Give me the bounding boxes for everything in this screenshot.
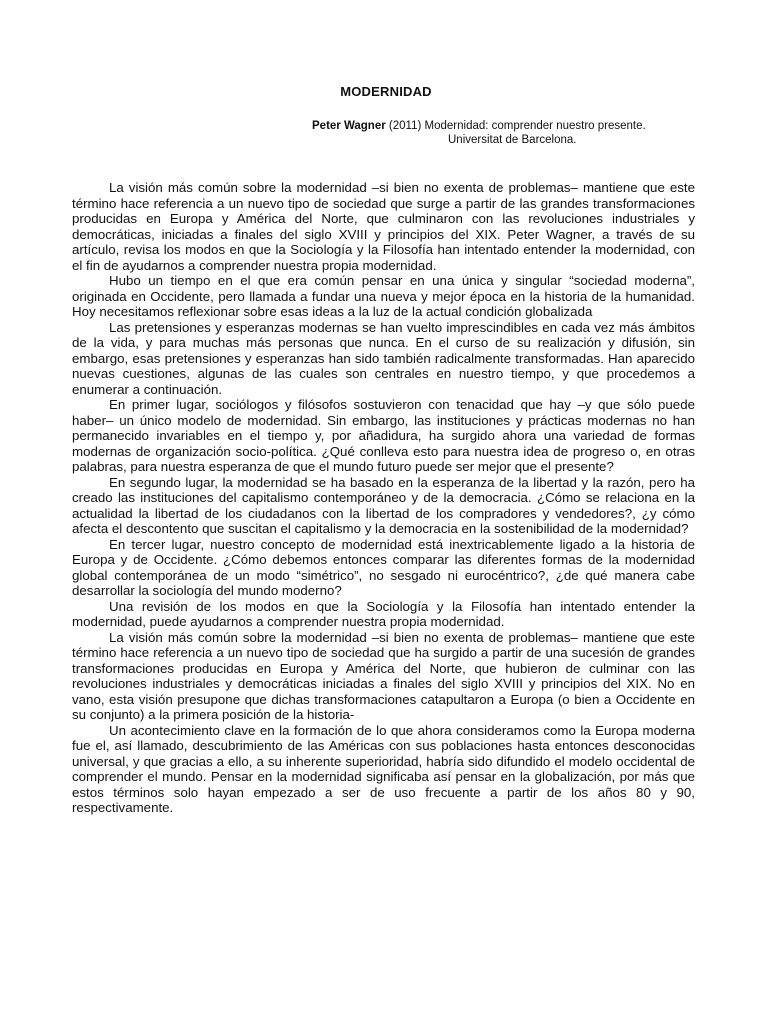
- citation-publisher: Universitat de Barcelona.: [448, 134, 577, 146]
- paragraph-4: En primer lugar, sociólogos y filósofos sostuvieron con tenacidad que hay –y que sólo puede haber– un único modelo de modernidad. Sin embargo, las instituciones y prácticas modernas no han permanecido invariables en el tiempo y, por añadidura, ha surgido ahora una variedad de formas modernas de organización socio-política. ¿Qué conlleva esto para nuestra idea de progreso o, en otras palabras, para nuestra esperanza de que el mundo futuro puede ser mejor que el presente?: [72, 397, 695, 474]
- paragraph-7: Una revisión de los modos en que la Sociología y la Filosofía han intentado entender la modernidad, puede ayudarnos a comprender nuestra propia modernidad.: [72, 598, 695, 629]
- paragraph-1: La visión más común sobre la modernidad –si bien no exenta de problemas– mantiene que este término hace referencia a un nuevo tipo de sociedad que surge a partir de las grandes transformaciones producidas en Europa y América del Norte, que culminaron con las revoluciones industriales y democráticas, iniciadas a finales del siglo XVIII y principios del XIX. Peter Wagner, a través de su artículo, revisa los modos en que la Sociología y la Filosofía han intentado entender la modernidad, con el fin de ayudarnos a comprender nuestra propia modernidad.: [72, 180, 695, 273]
- paragraph-3: Las pretensiones y esperanzas modernas se han vuelto imprescindibles en cada vez más ámbitos de la vida, y para muchas más personas que nunca. En el curso de su realización y difusión, sin embargo, esas pretensiones y esperanzas han sido también radicalmente transformadas. Han aparecido nuevas cuestiones, algunas de las cuales son centrales en nuestro tiempo, y que procedemos a enumerar a continuación.: [72, 319, 695, 397]
- citation-author: Peter Wagner: [312, 120, 386, 132]
- paragraph-2: Hubo un tiempo en el que era común pensar en una única y singular “sociedad moderna”, originada en Occidente, pero llamada a fundar una nueva y mejor época en la historia de la humanidad. Hoy necesitamos reflexionar sobre esas ideas a la luz de la actual condición globalizada: [72, 273, 695, 319]
- citation-year: (2011): [388, 120, 422, 132]
- citation: [312, 119, 712, 147]
- citation-work: Modernidad: comprender nuestro presente.: [424, 120, 646, 132]
- body-text: [72, 180, 695, 816]
- paragraph-9: Un acontecimiento clave en la formación de lo que ahora consideramos como la Europa moderna fue el, así llamado, descubrimiento de las Américas con sus poblaciones hasta entonces desconocidas universal, y que gracias a ello, a su inherente superioridad, habría sido difundido el modelo occidental de comprender el mundo. Pensar en la modernidad significaba así pensar en la globalización, por más que estos términos solo hayan empezado a ser de uso frecuente a partir de los años 80 y 90, respectivamente.: [72, 722, 695, 815]
- paragraph-5: En segundo lugar, la modernidad se ha basado en la esperanza de la libertad y la razón, pero ha creado las instituciones del capitalismo contemporáneo y de la democracia. ¿Cómo se relaciona en la actualidad la libertad de los ciudadanos con la libertad de los compradores y vendedores?, ¿y cómo afecta el descontento que suscitan el capitalismo y la democracia en la sostenibilidad de la modernidad?: [72, 474, 695, 536]
- paragraph-8: La visión más común sobre la modernidad –si bien no exenta de problemas– mantiene que este término hace referencia a un nuevo tipo de sociedad que ha surgido a partir de una sucesión de grandes transformaciones producidas en Europa y América del Norte, que hubieron de culminar con las revoluciones industriales y democráticas iniciadas a finales del siglo XVIII y principios del XIX. No en vano, esta visión presupone que dichas transformaciones catapultaron a Europa (o bien a Occidente en su conjunto) a la primera posición de la historia-: [72, 629, 695, 722]
- citation-line-1: [312, 119, 712, 133]
- paragraph-6: En tercer lugar, nuestro concepto de modernidad está inextricablemente ligado a la historia de Europa y de Occidente. ¿Cómo debemos entonces comparar las diferentes formas de la modernidad global contemporánea de un modo “simétrico”, no sesgado ni eurocéntrico?, ¿de qué manera cabe desarrollar la sociología del mundo moderno?: [72, 536, 695, 598]
- page-title: MODERNIDAD: [340, 84, 432, 99]
